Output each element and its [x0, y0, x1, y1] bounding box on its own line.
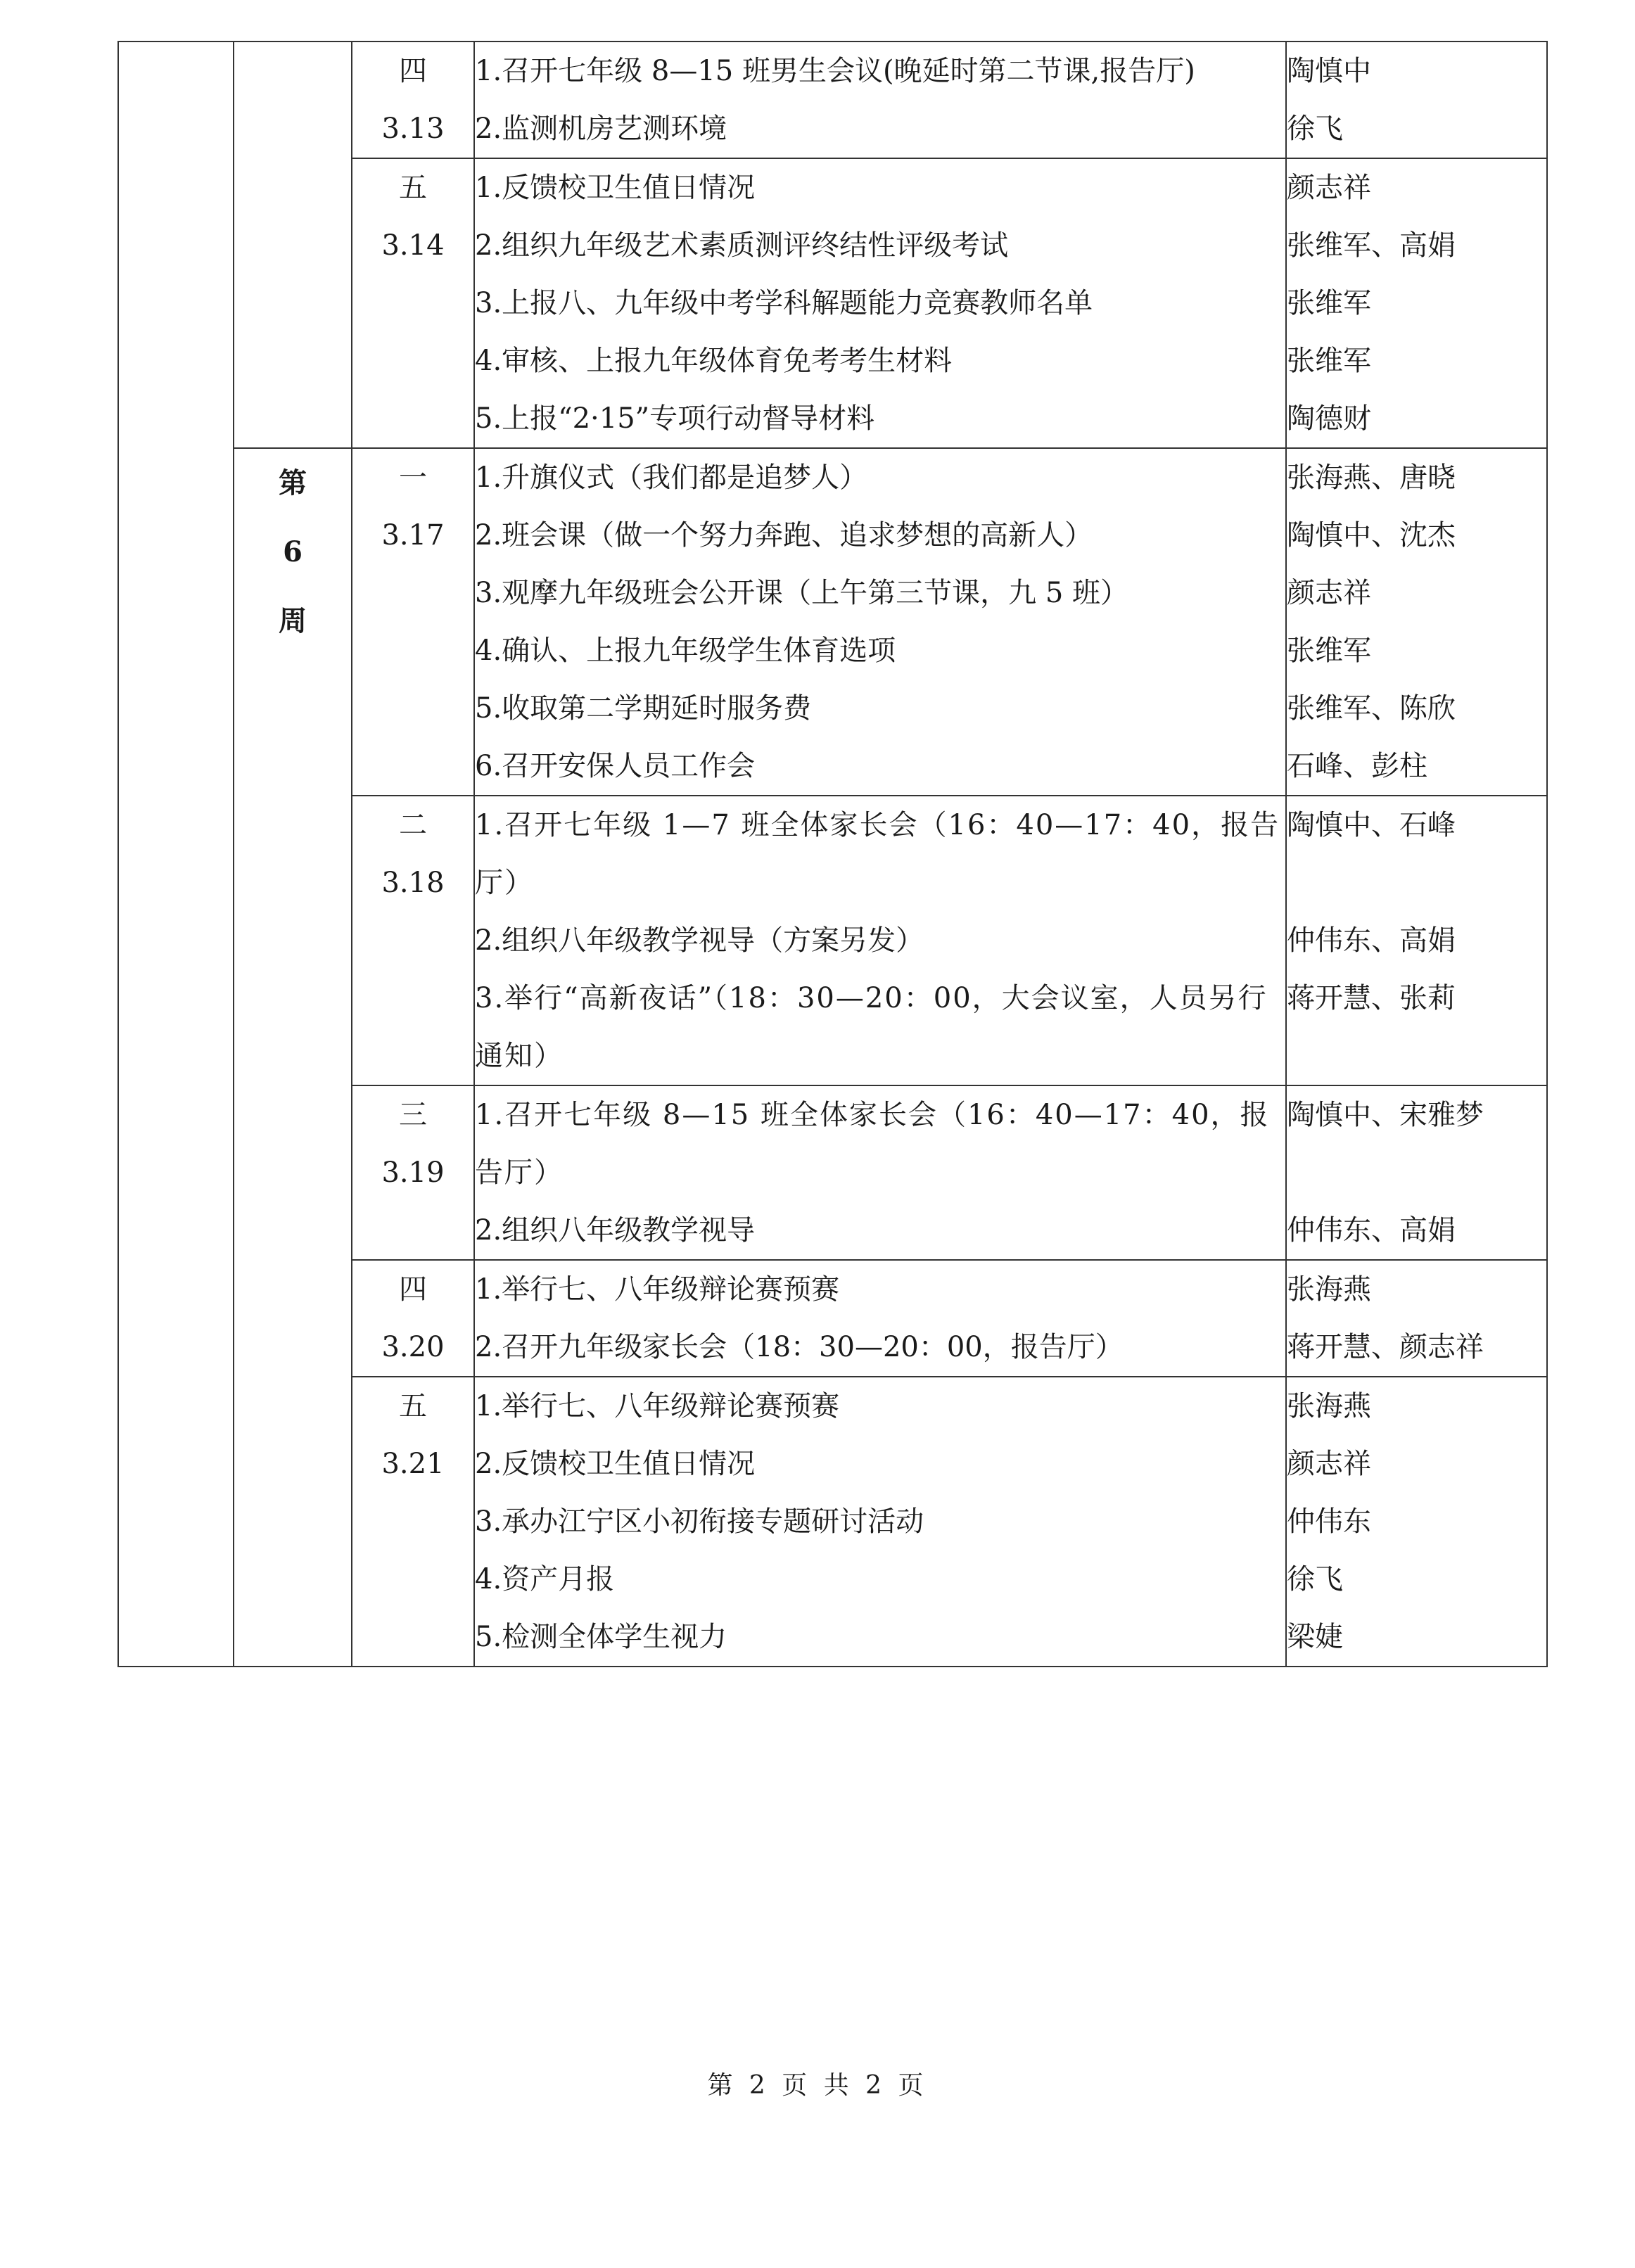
date: 3.18 — [381, 867, 445, 899]
person-item: 张维军、陈欣 — [1287, 692, 1456, 725]
blank-column-cell — [118, 42, 234, 1667]
week-label — [272, 449, 314, 656]
date: 3.13 — [381, 113, 445, 145]
task-cell — [474, 158, 1286, 448]
person-item: 陶慎中、石峰 — [1287, 809, 1456, 841]
date: 3.17 — [381, 519, 445, 552]
person-item: 陶慎中、宋雅梦 — [1287, 1099, 1484, 1131]
task-item: 1.召开七年级 8—15 班男生会议(晚延时第二节课,报告厅) — [475, 55, 1195, 87]
task-cell — [474, 448, 1286, 796]
person-item: 蒋开慧、颜志祥 — [1287, 1331, 1484, 1363]
person-item: 张海燕 — [1287, 1273, 1371, 1306]
table-row — [118, 448, 1547, 796]
date: 3.20 — [381, 1331, 445, 1363]
task-cell — [474, 1085, 1286, 1260]
person-item: 张维军 — [1287, 345, 1371, 377]
task-item: 5.检测全体学生视力 — [475, 1621, 727, 1653]
task-item: 2.反馈校卫生值日情况 — [475, 1448, 756, 1480]
person-item: 陶德财 — [1287, 402, 1371, 435]
day-cell — [352, 1377, 474, 1667]
task-item: 3.观摩九年级班会公开课（上午第三节课，九 5 班） — [475, 577, 1129, 609]
person-item: 陶慎中 — [1287, 55, 1371, 87]
task-item: 1.召开七年级 8—15 班全体家长会（16：40—17：40，报告厅） — [475, 1099, 1270, 1189]
task-item: 3.举行“高新夜话”（18：30—20：00，大会议室，人员另行通知） — [475, 982, 1268, 1072]
task-item: 4.资产月报 — [475, 1563, 615, 1595]
task-item: 1.举行七、八年级辩论赛预赛 — [475, 1390, 840, 1422]
page-footer: 第 2 页 共 2 页 — [707, 2071, 928, 2100]
week-cell-prev — [234, 42, 352, 448]
date: 3.21 — [381, 1448, 445, 1480]
task-item: 2.监测机房艺测环境 — [475, 113, 727, 145]
day-cell — [352, 158, 474, 448]
person-item: 张维军 — [1287, 287, 1371, 319]
task-item: 1.召开七年级 1—7 班全体家长会（16：40—17：40，报告厅） — [475, 809, 1280, 899]
task-item: 2.召开九年级家长会（18：30—20：00，报告厅） — [475, 1331, 1124, 1363]
task-item: 4.确认、上报九年级学生体育选项 — [475, 635, 896, 667]
person-item: 颜志祥 — [1287, 1448, 1371, 1480]
person-item: 张维军、高娟 — [1287, 229, 1456, 262]
task-item: 1.升旗仪式（我们都是追梦人） — [475, 461, 868, 494]
day-cell — [352, 42, 474, 158]
weekday: 一 — [399, 461, 427, 494]
person-cell — [1286, 1260, 1547, 1377]
person-item: 仲伟东、高娟 — [1287, 1214, 1456, 1247]
person-cell — [1286, 42, 1547, 158]
week-number: 6 — [283, 535, 303, 568]
day-cell — [352, 796, 474, 1085]
week-char: 第 — [279, 466, 307, 499]
person-item: 张海燕、唐晓 — [1287, 461, 1456, 494]
task-item: 1.举行七、八年级辩论赛预赛 — [475, 1273, 840, 1306]
person-spacer — [1287, 1144, 1546, 1202]
weekday: 三 — [399, 1099, 427, 1131]
task-item: 2.班会课（做一个努力奔跑、追求梦想的高新人） — [475, 519, 1093, 552]
weekday: 二 — [399, 809, 427, 841]
person-item: 颜志祥 — [1287, 172, 1371, 204]
task-item: 3.承办江宁区小初衔接专题研讨活动 — [475, 1505, 924, 1538]
date: 3.19 — [381, 1157, 445, 1189]
task-item: 5.上报“2·15”专项行动督导材料 — [475, 402, 875, 435]
person-item: 仲伟东、高娟 — [1287, 924, 1456, 957]
person-item: 仲伟东 — [1287, 1505, 1371, 1538]
schedule-table — [117, 41, 1548, 1667]
day-cell — [352, 1260, 474, 1377]
person-cell — [1286, 1085, 1547, 1260]
date: 3.14 — [381, 229, 445, 262]
week-cell — [234, 448, 352, 1667]
person-item: 蒋开慧、张莉 — [1287, 982, 1456, 1014]
task-item: 2.组织八年级教学视导 — [475, 1214, 756, 1247]
person-item: 张维军 — [1287, 635, 1371, 667]
weekday: 四 — [399, 1273, 427, 1306]
task-item: 2.组织九年级艺术素质测评终结性评级考试 — [475, 229, 1009, 262]
task-cell — [474, 796, 1286, 1085]
task-cell — [474, 42, 1286, 158]
person-item: 石峰、彭柱 — [1287, 750, 1427, 782]
task-item: 3.上报八、九年级中考学科解题能力竞赛教师名单 — [475, 287, 1093, 319]
person-item: 徐飞 — [1287, 113, 1343, 145]
weekday: 四 — [399, 55, 427, 87]
weekday: 五 — [399, 172, 427, 204]
person-item: 梁婕 — [1287, 1621, 1343, 1653]
task-cell — [474, 1260, 1286, 1377]
person-spacer — [1287, 854, 1546, 912]
person-item: 陶慎中、沈杰 — [1287, 519, 1456, 552]
task-cell — [474, 1377, 1286, 1667]
person-cell — [1286, 796, 1547, 1085]
person-cell — [1286, 158, 1547, 448]
person-cell — [1286, 448, 1547, 796]
task-item: 4.审核、上报九年级体育免考考生材料 — [475, 345, 953, 377]
table-row — [118, 42, 1547, 158]
person-item: 徐飞 — [1287, 1563, 1343, 1595]
task-item: 2.组织八年级教学视导（方案另发） — [475, 924, 924, 957]
person-cell — [1286, 1377, 1547, 1667]
week-char: 周 — [279, 604, 307, 637]
day-cell — [352, 448, 474, 796]
person-item: 颜志祥 — [1287, 577, 1371, 609]
weekday: 五 — [399, 1390, 427, 1422]
task-item: 6.召开安保人员工作会 — [475, 750, 756, 782]
day-cell — [352, 1085, 474, 1260]
person-item: 张海燕 — [1287, 1390, 1371, 1422]
task-item: 1.反馈校卫生值日情况 — [475, 172, 756, 204]
task-item: 5.收取第二学期延时服务费 — [475, 692, 812, 725]
